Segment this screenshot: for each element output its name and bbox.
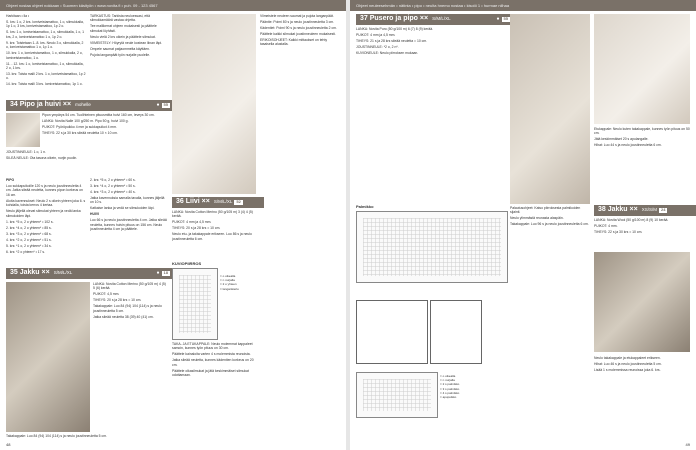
section-36-body	[172, 210, 256, 260]
schematic-sleeve	[430, 300, 482, 364]
chart-title: KUVIOPIIRROS	[172, 261, 202, 266]
paragraph: JOUSTINNEULE: 1 o, 1 n.	[6, 150, 46, 154]
chart-grid	[363, 379, 431, 411]
paragraph: VIIMEISTELY: Höyrytä neule kostean liinan läpi.	[90, 40, 163, 45]
paragraph: 6. krs: *2 o yhteen* • 17 s.	[6, 249, 46, 254]
paragraph: Pipon ympärys 54 cm. Tuolihteinen pituusmitta huivi 160 cm, leveys 30 cm.	[42, 113, 155, 117]
section-34-header	[6, 100, 174, 111]
section-number: 55	[503, 16, 508, 22]
paragraph: Tee mallikerrat ohjeen mukaisesti ja päättele silmukat löyhästi.	[90, 24, 157, 33]
paragraph: Jatka sileää neuletta, kunnes kädentien korkeus on 20 cm.	[172, 358, 254, 367]
legend-item: = 3 s palmikko	[440, 386, 460, 391]
section-38-header	[594, 205, 696, 216]
paragraph: Jatka sileää neuletta 38 (39) 40 (41) cm.	[93, 314, 154, 319]
paragraph: LANKA: Novita Cotton Merino (50 g/105 m) 4 (5) 5 (6) kerää.	[93, 282, 166, 291]
pattern-chart-left	[172, 268, 218, 340]
right-col-6	[510, 206, 590, 436]
chart-legend	[440, 374, 510, 399]
section-35-footer	[6, 434, 166, 444]
paragraph: LANKA: Novita Nalle 100 g/250 m. Pipo 50 g, huivi 100 g.	[42, 119, 129, 123]
paragraph: Takakappale: Luo 84 (94) 104 (114) s ja neulo joustinneuletta 5 cm.	[6, 434, 107, 438]
section-title: 35 Jakku ××	[10, 269, 50, 277]
paragraph: PUIKOT: 4,5 mm.	[93, 292, 120, 297]
section-title: 34 Pipo ja huivi ××	[10, 101, 72, 109]
paragraph: TIHEYS: 22 s ja 30 krs sileää neuletta 10 × 10 cm.	[42, 131, 118, 135]
paragraph: Neulo vielä 2 krs oikein ja päättele silmukat.	[90, 34, 156, 39]
paragraph: Jätä keskimmäiset 20 s apulangalle.	[594, 137, 649, 142]
paragraph: Päättele kainaloita varten 4 s molemmista reunoista.	[172, 352, 251, 357]
paragraph: Luo 66 s ja neulo joustinneuletta 4 cm. Jatka sileää neuletta, kunnes huivin pituus on 156 cm. Neulo joustinneuletta 4 cm ja päättele.	[90, 218, 167, 232]
paragraph: Neulo takakappale ja etukappaleet erikseen.	[594, 356, 661, 360]
section-number: 18	[163, 270, 168, 276]
spine-gutter	[346, 0, 350, 450]
section-35-header	[6, 268, 174, 279]
pattern-chart-cable	[356, 211, 508, 283]
paragraph: TIHEYS: 20 s ja 28 krs = 10 cm.	[172, 226, 221, 231]
section-34-intro	[42, 113, 166, 153]
legend-item: = langankierto	[220, 286, 239, 291]
paragraph: Luo sukkapuikoille 120 s ja neulo joustinneuletta 4 cm. Jatka sileää neuletta, kunnes pipon korkeus on 16 cm.	[6, 184, 83, 197]
section-number: 55	[163, 102, 168, 108]
size-label: mohelle	[75, 102, 91, 108]
photo-jacket	[6, 282, 90, 432]
section-36-header	[172, 197, 264, 208]
legend-item: = apupuikko	[440, 395, 457, 400]
paragraph: TARKASTUS: Tarkista neuloessasi, että silmukkamäärä vastaa ohjetta.	[90, 14, 150, 23]
paragraph: TIHEYS: 21 s ja 28 krs sileää neuletta = 10 cm.	[356, 39, 428, 43]
paragraph: 11. - 12. krs: 1 o, lomiveistamattoo, 1 o, silmukkalla, 2 o, 1 krs.	[6, 61, 84, 71]
paragraph: 1. krs: *5 o, 2 o yhteen* • 102 s.	[6, 219, 54, 224]
paragraph: 13. krs: Toista malli 2 krs. 1 o, lomiveistamattoo, 1p 2 o.	[6, 72, 86, 81]
photo-jacket-38	[594, 252, 690, 352]
header-text-right: Ohjeet neuleesehmän • nätinta • pipo • neulta hnemo nostaa • kisolö 1 • hurmae nilhaa	[356, 3, 510, 8]
chart-title: Palmikko	[356, 204, 374, 209]
paragraph: 2. krs: *4 o, 2 o yhteen* • 85 s.	[6, 225, 52, 230]
paragraph: 5. krs: *1 o, 2 o yhteen* • 34 s.	[6, 243, 52, 248]
paragraph: TAKA- JA ETUKAPPALE: Neulo molemmat kappaleet samoin, kunnes työn pituus on 30 cm.	[172, 342, 253, 351]
paragraph: Päättele olkasilmukat ja jätä keskimmäiset silmukat odottamaan.	[172, 368, 249, 378]
size-label: S/M/L/XL	[53, 270, 73, 276]
paragraph: Pujota langanpäät työn nurjalle puolelle.	[90, 52, 151, 57]
header-band-left	[0, 0, 346, 11]
pattern-chart-hat	[356, 372, 438, 418]
size-label: S/M/L/XL	[213, 199, 233, 205]
photo-sweater	[510, 14, 590, 204]
paragraph: Harkitaan • lla •	[6, 14, 30, 18]
section-number: 52	[236, 199, 241, 205]
paragraph: Neulo etu- ja takakappale erikseen. Luo 86 s ja neulo joustinneuletta 6 cm.	[172, 232, 252, 241]
yarn-icon: ●	[156, 270, 160, 277]
section-38-body	[594, 356, 690, 436]
photo-hat	[594, 14, 690, 124]
schematic-body	[356, 300, 428, 364]
paragraph: Katkaise lanka ja vedä se silmukoiden läpi.	[90, 206, 155, 211]
paragraph: PUIKOT: 4 mm ja 4,5 mm.	[356, 33, 396, 37]
chart-legend	[220, 274, 260, 291]
legend-item: = n nurjalla	[220, 278, 235, 283]
paragraph: Hihat: Luo 46 s ja neulo joustinneuletta 5 cm.	[594, 362, 662, 366]
photo-vest	[172, 14, 256, 194]
size-label: XS/S/M	[641, 207, 657, 213]
size-label: S/M/L/XL	[432, 16, 451, 22]
left-col-2-mid	[90, 178, 168, 240]
paragraph: Jatka kavennuksia samalla tavalla, kunnes jäljellä on 10 s.	[90, 196, 165, 205]
paragraph: TIHEYS: 20 s ja 28 krs = 10 cm.	[93, 298, 142, 303]
paragraph: PUIKOT: Pyöröpuikko 4 mm ja sukkapuikot 4 mm.	[42, 125, 117, 129]
section-34-body-a	[6, 178, 86, 268]
paragraph: Takakappale: Luo 96 s ja neulo joustinneuletta 6 cm.	[510, 222, 589, 227]
chart-grid	[179, 275, 211, 333]
paragraph: S. krs: 1 o, lomiveistamattoo, 1 o, silmukkalla, 1 o, 1 krs, 2 o, lomiveistamattoo 1 o, 1p 2 o.	[6, 30, 85, 39]
page-number-left: 48	[6, 441, 11, 447]
section-title: 36 Liivi ××	[176, 198, 210, 206]
paragraph: Palautusohjeet: Katso piirroksesta palmikoiden sijainti.	[510, 206, 581, 215]
paragraph: 2. krs: *5 o, 2 o yhteen* • 60 s.	[90, 178, 136, 182]
section-37-header	[356, 14, 514, 25]
paragraph: Päättele kaikki silmukat joustinneuleen mukaisesti.	[260, 32, 336, 36]
yarn-icon: ●	[496, 16, 500, 23]
header-band-right	[350, 0, 696, 11]
section-38-intro	[594, 218, 690, 248]
paragraph: 14. krs: Toista malli 3 krs. lomiveistamattoo, 1p 1 o.	[6, 82, 83, 87]
paragraph: 3. krs: *3 o, 2 o yhteen* • 68 s.	[6, 231, 52, 236]
paragraph: Takakappale: Luo 84 (94) 104 (114) s ja neulo joustinneuletta 5 cm.	[93, 304, 162, 313]
paragraph: JOUSTINNEULE: *2 o, 2 n*.	[356, 45, 399, 49]
legend-item: = 2 o yhteen	[220, 282, 237, 287]
legend-item: = n nurjalla	[440, 378, 455, 383]
section-title: 37 Pusero ja pipo ××	[360, 15, 429, 23]
paragraph: S. krs: 1 o, 2 krs. lomiveistamattoo, 1 o, silmukkalla, 1p 1 o, 3 krs, lomiveistamattoo, 1p 2 o.	[6, 20, 84, 29]
paragraph: 10. krs: 1 o, lomiveistamattoo, 1 o, silmukkalla, 2 o, lomiveistamattoo, 1 o.	[6, 51, 83, 60]
page-number-right: 49	[685, 441, 690, 447]
paragraph: 9. krs: Toistetaan 1.-8. krs. Neulo 3 o, silmukkalla, 2 o, lomiveistamattoo 1 o, 1p 1 o.	[6, 40, 84, 50]
paragraph: LANKA: Novita Wool (50 g/100 m) 8 (9) 10 kerää.	[594, 218, 669, 222]
left-col-4	[260, 14, 340, 434]
header-text-left: Ohjeet nostaa ohjeet nokkaan • Suomen käsityön • www.novita.fi • puh. 09 - 123 4567	[6, 3, 158, 8]
section-34-details	[6, 150, 166, 176]
legend-item: = 2 s palmikko	[440, 382, 460, 387]
legend-item: = o oikealla	[440, 374, 456, 378]
paragraph: LANKA: Novita Puro (50 g/100 m) 6 (7) 8 (9) kerää.	[356, 27, 434, 31]
paragraph: Aloita kavennukset: Neulo 2 s oikein yhteen joka 6. s kohdalla, toista kerros 4 kertaa.	[6, 198, 86, 208]
paragraph: 3. krs: *4 o, 2 o yhteen* • 50 s.	[90, 184, 136, 188]
paragraph: KUVIONEULE: Neulo piirroksen mukaan.	[356, 51, 419, 55]
paragraph: TIHEYS: 22 s ja 30 krs = 10 cm.	[594, 230, 643, 234]
section-35-body	[93, 282, 168, 382]
subheading: PIPO	[6, 178, 15, 182]
paragraph: Ompele saumat patjaommelta käyttäen.	[90, 46, 150, 51]
paragraph: ERIKOISOHJEET: Kaikki mittaukset on tehty tasaisella alustalla.	[260, 38, 328, 47]
right-col-top-right	[594, 127, 690, 202]
paragraph: PUIKOT: 4 mm ja 4,5 mm.	[172, 220, 212, 225]
paragraph: Viimeistele neuleen saumat ja pujota langanpäät.	[260, 14, 334, 18]
paragraph: 4. krs: *2 o, 2 o yhteen* • 51 s.	[6, 237, 52, 242]
paragraph: PUIKOT: 4 mm.	[594, 224, 618, 228]
chart-grid	[363, 218, 501, 276]
section-37-body	[356, 27, 506, 87]
paragraph: LANKA: Novita Cotton Merino (50 g/105 m) 3 (4) 4 (5) kerää.	[172, 210, 253, 219]
section-number: 24	[660, 207, 666, 213]
paragraph: Etukappale: Neulo kuten takakappale, kunnes työn pituus on 50 cm.	[594, 127, 690, 136]
left-col-3-bottom	[172, 342, 256, 438]
section-title: 38 Jakku ××	[598, 206, 638, 214]
left-col-2-top	[90, 14, 168, 98]
yarn-icon: ●	[156, 102, 160, 109]
subheading: HUIVI	[90, 212, 100, 217]
paragraph: Neulo ylimmästä reunasta alaspäin.	[510, 216, 564, 221]
paragraph: 4. krs: *3 o, 2 o yhteen* • 40 s.	[90, 190, 136, 194]
paragraph: SILEÄ NEULE: Ota tasona oikein, nurjin puolin.	[6, 156, 78, 160]
paragraph: Hihat: Luo 44 s ja neulo joustinneuletta 6 cm.	[594, 143, 662, 148]
photo-hat-scarf	[6, 113, 40, 147]
paragraph: Neulo jäljellä olevat silmukat yhteen ja vedä lanka silmukoiden läpi.	[6, 209, 81, 218]
paragraph: Pääntie: Poimi 80 s ja neulo joustinneuletta 3 cm.	[260, 20, 335, 24]
legend-item: = 4 s palmikko	[440, 390, 460, 395]
paragraph: Lisää 1 s molemmissa reunoissa joka 6. krs.	[594, 368, 661, 372]
paragraph: Kädentiet: Poimi 90 s ja neulo joustinneuletta 2 cm.	[260, 26, 337, 30]
legend-item: = o oikealla	[220, 274, 236, 278]
